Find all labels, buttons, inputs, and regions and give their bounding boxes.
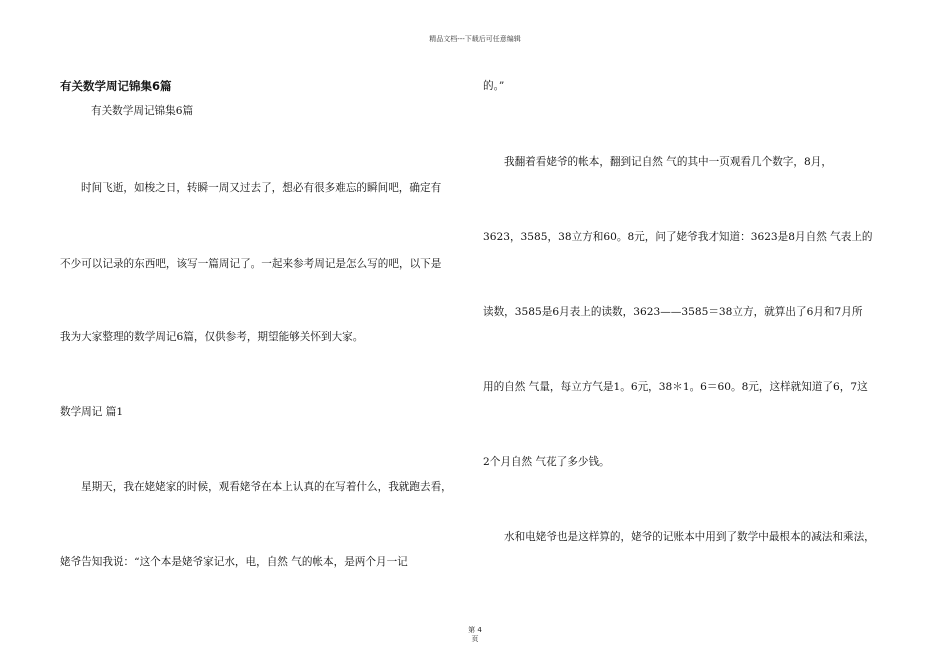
paragraph-line: 水和电姥爷也是这样算的，姥爷的记账本中用到了数学中最根本的减法和乘法， — [504, 531, 875, 543]
paragraph-line: 我为大家整理的数学周记6篇，仅供参考，期望能够关怀到大家。 — [60, 331, 364, 343]
paragraph-line: 不少可以记录的东西吧，该写一篇周记了。一起来参考周记是怎么写的吧，以下是 — [60, 258, 442, 270]
page-number — [0, 626, 950, 644]
paragraph-line: 的。” — [483, 80, 505, 92]
page-number-line1: 第 4 — [468, 626, 482, 634]
document-subtitle: 有关数学周记锦集6篇 — [91, 105, 194, 117]
paragraph-line: 读数，3585是6月表上的读数，3623——3585＝38立方，就算出了6月和7月所 — [483, 306, 863, 318]
page-number-line2: 页 — [471, 635, 479, 643]
paragraph-line: 我翻着看姥爷的帐本，翻到记自然 气的其中一页观看几个数字，8月， — [504, 156, 832, 168]
paragraph-line: 2个月自然 气花了多少钱。 — [483, 456, 610, 468]
section-heading: 数学周记 篇1 — [60, 406, 124, 418]
paragraph-line: 时间飞逝，如梭之日，转瞬一周又过去了，想必有很多难忘的瞬间吧，确定有 — [81, 182, 442, 194]
document-title: 有关数学周记锦集6篇 — [60, 79, 172, 93]
page-header: 精品文档---下载后可任意编辑 — [429, 35, 521, 43]
paragraph-line: 星期天，我在姥姥家的时候，观看姥爷在本上认真的在写着什么，我就跑去看， — [81, 481, 452, 493]
paragraph-line: 姥爷告知我说：“这个本是姥爷家记水，电，自然 气的帐本，是两个月一记 — [60, 556, 408, 568]
paragraph-line: 3623，3585，38立方和60。8元，问了姥爷我才知道：3623是8月自然 气表上的 — [483, 231, 873, 243]
paragraph-line: 用的自然 气量，每立方气是1。6元，38＊1。6＝60。8元，这样就知道了6，7这 — [483, 381, 868, 393]
